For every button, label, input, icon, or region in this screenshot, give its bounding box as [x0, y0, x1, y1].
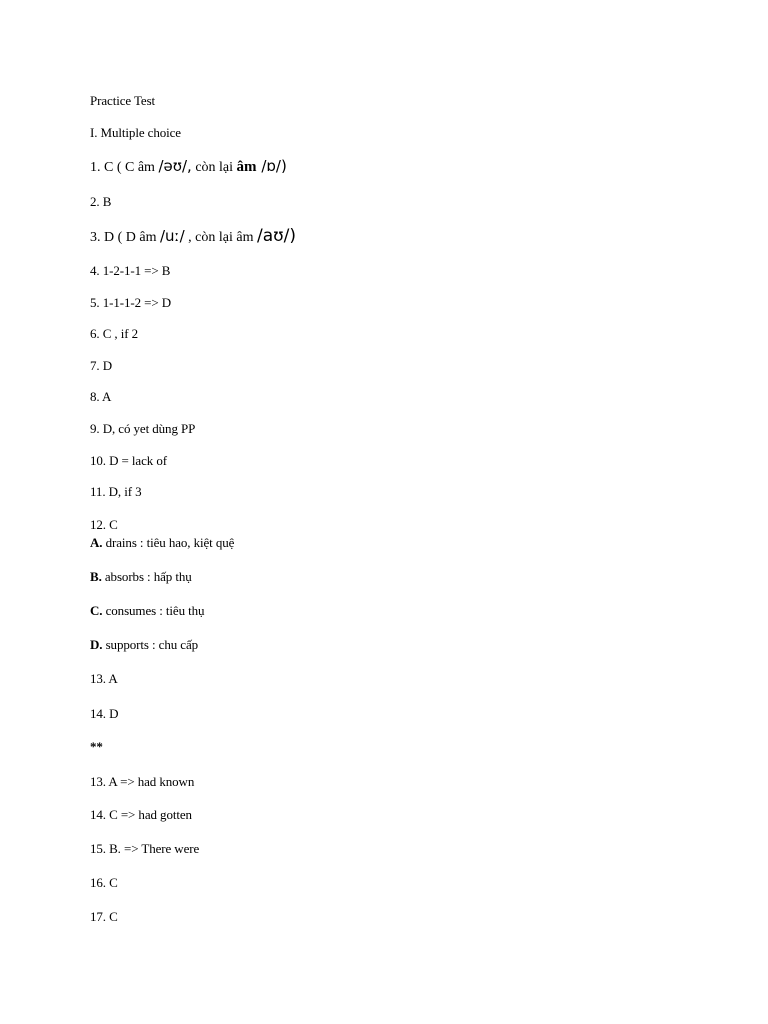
answer-13b: 13. A => had known — [90, 774, 195, 789]
answer-1-prefix: 1. C ( C âm — [90, 160, 159, 175]
answer-9: 9. D, có yet dùng PP — [90, 421, 196, 436]
doc-title: Practice Test — [90, 93, 156, 108]
option-a-letter: A. — [90, 535, 103, 550]
option-c — [90, 604, 204, 617]
option-b — [90, 570, 192, 583]
option-c-text: consumes : tiêu thụ — [102, 603, 205, 618]
answer-11: 11. D, if 3 — [90, 484, 142, 499]
option-b-letter: B. — [90, 569, 102, 584]
separator: ** — [90, 739, 103, 754]
answer-4: 4. 1-2-1-1 => B — [90, 263, 171, 278]
answer-3-mid: , còn lại âm — [184, 230, 257, 245]
answer-7: 7. D — [90, 358, 112, 373]
option-c-letter: C. — [90, 603, 103, 618]
option-b-text: absorbs : hấp thụ — [101, 569, 192, 584]
answer-3-prefix: 3. D ( D âm — [90, 230, 160, 245]
answer-2: 2. B — [90, 194, 112, 209]
option-d — [90, 638, 198, 651]
answer-12: 12. C — [90, 517, 118, 532]
answer-17: 17. C — [90, 909, 118, 924]
answer-1-am: âm — [236, 159, 257, 175]
answer-1-ipa-1: /əʊ/, — [158, 157, 192, 175]
answer-8: 8. A — [90, 389, 112, 404]
answer-6: 6. C , if 2 — [90, 326, 139, 341]
option-a-text: drains : tiêu hao, kiệt quệ — [102, 535, 235, 550]
answer-1 — [90, 159, 287, 175]
answer-3 — [90, 228, 296, 245]
answer-14a: 14. D — [90, 706, 119, 721]
answer-1-ipa-2: /ɒ/) — [256, 157, 287, 175]
answer-16: 16. C — [90, 875, 118, 890]
answer-1-mid: còn lại — [191, 160, 237, 175]
answer-15: 15. B. => There were — [90, 841, 200, 856]
answer-5: 5. 1-1-1-2 => D — [90, 295, 172, 310]
answer-3-ipa-2: /aʊ/) — [256, 226, 296, 246]
answer-3-ipa-1: /uː/ — [160, 227, 185, 245]
answer-13a: 13. A — [90, 671, 118, 686]
option-d-letter: D. — [90, 637, 103, 652]
answer-10: 10. D = lack of — [90, 453, 167, 468]
option-d-text: supports : chu cấp — [102, 637, 199, 652]
option-a — [90, 536, 234, 549]
answer-14b: 14. C => had gotten — [90, 807, 192, 822]
section-heading: I. Multiple choice — [90, 125, 181, 140]
